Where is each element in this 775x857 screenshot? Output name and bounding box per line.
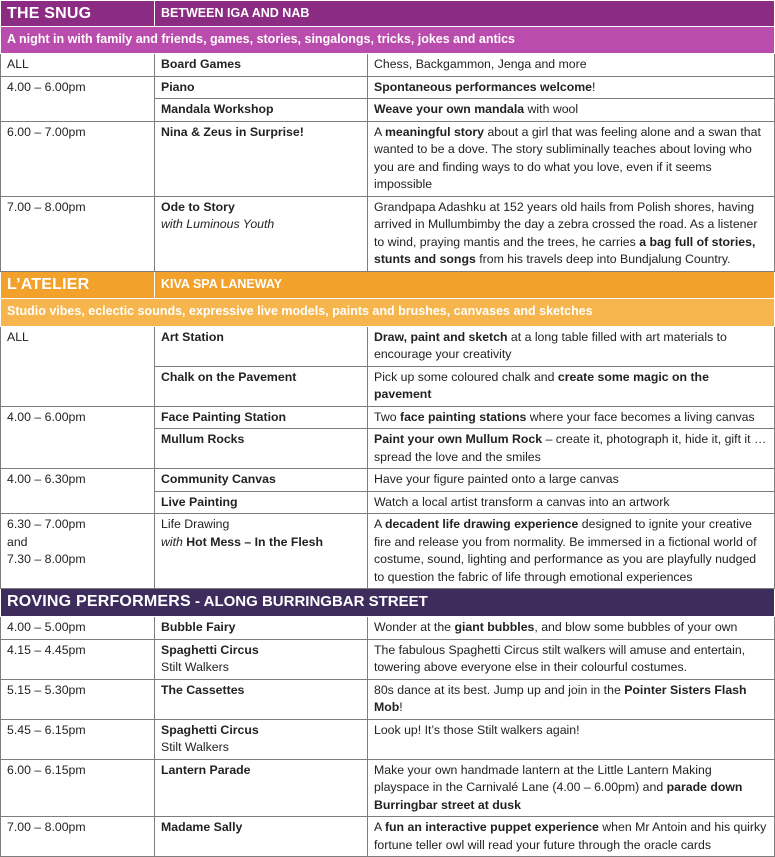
- time-cell: 7.00 – 8.00pm: [1, 196, 155, 271]
- description-highlight: Weave your own mandala: [374, 102, 525, 116]
- event-description: [368, 759, 775, 817]
- section-header-roving: [1, 589, 775, 617]
- description-highlight: create some magic on the pavement: [374, 369, 709, 401]
- event-description: Have your figure painted onto a large canvas: [368, 469, 775, 492]
- description-text: Pick up some coloured chalk and: [374, 369, 558, 384]
- event-name: Spaghetti Circus: [161, 722, 259, 737]
- table-row: [1, 469, 775, 492]
- event-name: Live Painting: [155, 491, 368, 514]
- description-text: 80s dance at its best. Jump up and join in the: [374, 682, 625, 697]
- time-cell: 7.00 – 8.00pm: [1, 817, 155, 857]
- event-description: Look up! It’s those Stilt walkers again!: [368, 719, 775, 759]
- description-text: about a girl that was feeling alone and a swan that wanted to be a dove. The story subliminally teaches about loving who you are and finding ways to do what you love, even if it seems impossible: [374, 124, 761, 191]
- table-row: [1, 406, 775, 429]
- time-cell: ALL: [1, 54, 155, 77]
- event-subtitle: with Luminous Youth: [161, 217, 275, 231]
- description-highlight: meaningful story: [384, 124, 485, 139]
- event-with: with: [161, 534, 183, 549]
- table-row: [1, 679, 775, 719]
- section-heading: [1, 589, 775, 617]
- event-name: Spaghetti Circus: [161, 642, 259, 657]
- event-description: [368, 679, 775, 719]
- event-name: Art Station: [155, 326, 368, 366]
- event-description: [368, 121, 775, 196]
- event-name: Board Games: [155, 54, 368, 77]
- time-cell: 4.00 – 6.00pm: [1, 406, 155, 469]
- event-name: The Cassettes: [155, 679, 368, 719]
- time-connector: and: [7, 534, 28, 549]
- description-highlight: giant bubbles: [454, 620, 535, 634]
- event-cell: [155, 514, 368, 589]
- event-description: Watch a local artist transform a canvas into an artwork: [368, 491, 775, 514]
- event-cell: [155, 719, 368, 759]
- event-name: Community Canvas: [155, 469, 368, 492]
- table-row: [1, 639, 775, 679]
- description-text: when Mr Antoin and his quirky fortune teller owl will read your future through the oracle cards: [374, 820, 767, 852]
- description-text: A: [374, 124, 385, 139]
- description-text: designed to ignite your creative fire and release you from normality. Be immersed in a fictional world of costume, sound, lighting and performance as you are playfully nudged to question the fabric of life through emotional experiences: [374, 517, 757, 584]
- event-subtitle: Stilt Walkers: [161, 660, 229, 674]
- event-description: [368, 817, 775, 857]
- event-cell: [155, 639, 368, 679]
- event-description: [368, 366, 775, 406]
- description-text: at a long table filled with art materials to encourage your creativity: [374, 329, 727, 361]
- event-name: Ode to Story: [161, 199, 235, 214]
- event-subtitle: Stilt Walkers: [161, 740, 229, 754]
- section-tagline: Studio vibes, eclectic sounds, expressive live models, paints and brushes, canvases and sketches: [1, 298, 775, 326]
- time-cell: 4.00 – 6.00pm: [1, 76, 155, 121]
- table-row: [1, 719, 775, 759]
- event-description: [368, 99, 775, 122]
- time-cell: [1, 514, 155, 589]
- event-cell: [155, 196, 368, 271]
- time-cell: ALL: [1, 326, 155, 406]
- table-row: [1, 514, 775, 589]
- description-text: – create it, photograph it, hide it, gift it … spread the love and the smiles: [374, 432, 767, 464]
- time-cell: 6.00 – 6.15pm: [1, 759, 155, 817]
- table-row: [1, 121, 775, 196]
- description-text: , and blow some bubbles of your own: [534, 620, 738, 634]
- description-highlight: Pointer Sisters Flash Mob: [374, 682, 747, 714]
- description-text: from his travels deep into Bundjalung Country.: [475, 252, 731, 266]
- description-text: Wonder at the: [374, 620, 455, 634]
- event-name: Chalk on the Pavement: [155, 366, 368, 406]
- description-text: !: [399, 700, 403, 714]
- time-cell: 4.15 – 4.45pm: [1, 639, 155, 679]
- event-description: The fabulous Spaghetti Circus stilt walkers will amuse and entertain, towering above everyone else in their colourful costumes.: [368, 639, 775, 679]
- event-name: Madame Sally: [155, 817, 368, 857]
- time-cell: 5.15 – 5.30pm: [1, 679, 155, 719]
- description-highlight: Spontaneous performances welcome: [374, 79, 592, 94]
- section-location: KIVA SPA LANEWAY: [155, 271, 775, 298]
- description-text: A: [374, 517, 385, 531]
- table-row: [1, 817, 775, 857]
- event-description: Chess, Backgammon, Jenga and more: [368, 54, 775, 77]
- table-row: [1, 76, 775, 99]
- event-description: [368, 429, 775, 469]
- section-header-atelier: [1, 271, 775, 298]
- table-row: [1, 617, 775, 640]
- time-cell: 4.00 – 6.30pm: [1, 469, 155, 514]
- description-text: Grandpapa Adashku at 152 years old hails from Polish shores, having arrived in Mullumbimby the day a zebra crossed the road. As a listener to wind, praying mantis and the trees, he carries: [374, 199, 758, 249]
- description-text: Two: [374, 409, 400, 424]
- description-highlight: fun an interactive puppet experience: [384, 820, 599, 834]
- event-description: [368, 326, 775, 366]
- description-highlight: face painting stations: [399, 409, 527, 424]
- event-description: [368, 617, 775, 640]
- event-description: [368, 196, 775, 271]
- event-description: [368, 76, 775, 99]
- description-highlight: decadent life drawing experience: [384, 517, 579, 531]
- section-location: BETWEEN IGA AND NAB: [155, 1, 775, 27]
- section-title: ROVING PERFORMERS: [7, 593, 191, 611]
- description-text: where your face becomes a living canvas: [526, 409, 755, 424]
- event-name: Face Painting Station: [155, 406, 368, 429]
- event-name: Mullum Rocks: [155, 429, 368, 469]
- section-location: - ALONG BURRINGBAR STREET: [190, 593, 428, 611]
- section-header-snug: [1, 1, 775, 27]
- table-row: [1, 196, 775, 271]
- time-second: 7.30 – 8.00pm: [7, 552, 86, 566]
- event-description: [368, 406, 775, 429]
- description-highlight: Paint your own Mullum Rock: [374, 432, 543, 446]
- description-highlight: parade down Burringbar street at dusk: [374, 780, 743, 812]
- description-text: !: [592, 79, 596, 94]
- event-name: Piano: [155, 76, 368, 99]
- event-subtitle: [161, 534, 362, 552]
- section-title: THE SNUG: [1, 1, 155, 27]
- event-name: Lantern Parade: [155, 759, 368, 817]
- section-title: L’ATELIER: [1, 271, 155, 298]
- description-text: Make your own handmade lantern at the Little Lantern Making playspace in the Carnivalé Lane (4.00 – 6.00pm) and: [374, 762, 712, 794]
- table-row: [1, 759, 775, 817]
- table-row: [1, 54, 775, 77]
- time-cell: 6.00 – 7.00pm: [1, 121, 155, 196]
- description-text: with wool: [524, 102, 579, 116]
- event-performer: Hot Mess – In the Flesh: [182, 534, 323, 549]
- event-name: Life Drawing: [161, 517, 230, 531]
- section-tagline-atelier: [1, 298, 775, 326]
- section-tagline-snug: [1, 27, 775, 54]
- section-tagline: A night in with family and friends, games, stories, singalongs, tricks, jokes and antics: [1, 27, 775, 54]
- table-row: [1, 326, 775, 366]
- description-highlight: a bag full of stories, stunts and songs: [374, 234, 756, 266]
- time-cell: 5.45 – 6.15pm: [1, 719, 155, 759]
- time-cell: 4.00 – 5.00pm: [1, 617, 155, 640]
- event-description: [368, 514, 775, 589]
- event-name: Mandala Workshop: [155, 99, 368, 122]
- description-text: A: [374, 820, 385, 834]
- time-start: 6.30 – 7.00pm: [7, 517, 86, 531]
- event-name: Bubble Fairy: [155, 617, 368, 640]
- event-name: Nina & Zeus in Surprise!: [155, 121, 368, 196]
- description-highlight: Draw, paint and sketch: [374, 329, 508, 344]
